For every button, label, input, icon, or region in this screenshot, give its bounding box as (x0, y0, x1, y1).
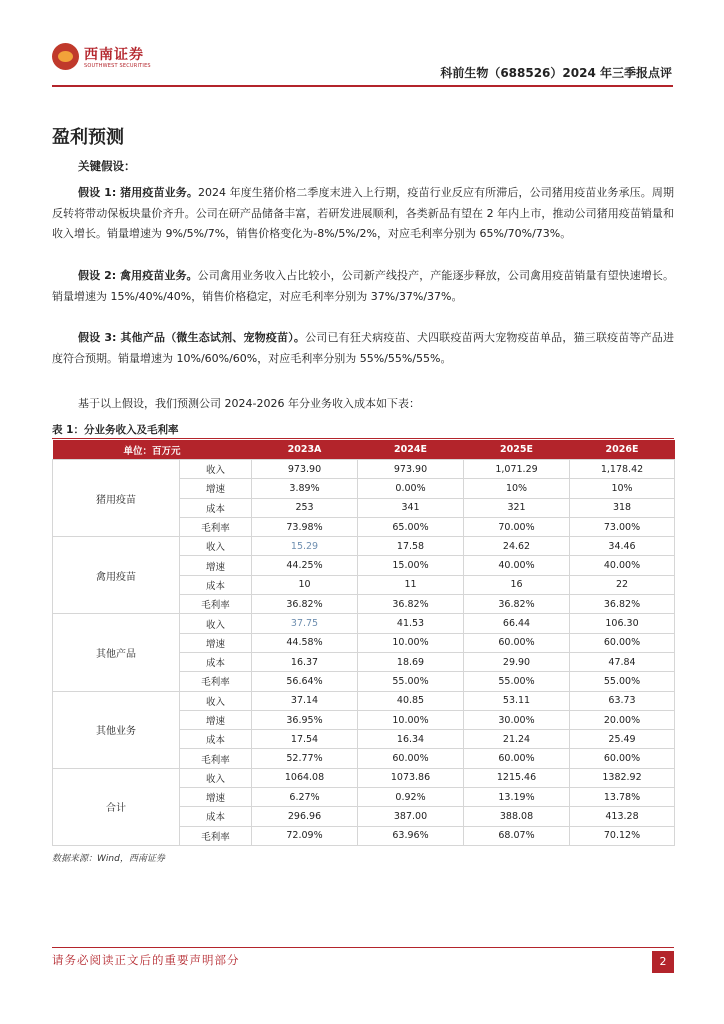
metric-cell: 收入 (180, 768, 252, 787)
value-cell: 60.00% (358, 749, 464, 768)
assumption-paragraph-1 (52, 183, 674, 245)
value-cell: 0.92% (358, 788, 464, 807)
value-cell: 44.25% (252, 556, 358, 575)
value-cell: 16.37 (252, 652, 358, 671)
value-cell: 25.49 (570, 730, 675, 749)
value-cell: 21.24 (464, 730, 570, 749)
year-header: 2025E (464, 440, 570, 460)
metric-cell: 毛利率 (180, 595, 252, 614)
value-cell: 973.90 (252, 460, 358, 479)
year-header: 2023A (252, 440, 358, 460)
unit-header: 单位：百万元 (53, 440, 252, 460)
revenue-margin-table (52, 440, 675, 846)
table-row (53, 460, 675, 479)
value-cell: 70.00% (464, 517, 570, 536)
metric-cell: 收入 (180, 460, 252, 479)
value-cell: 30.00% (464, 710, 570, 729)
company-logo (52, 41, 151, 75)
value-cell: 40.00% (464, 556, 570, 575)
value-cell: 10.00% (358, 633, 464, 652)
value-cell: 253 (252, 498, 358, 517)
value-cell: 72.09% (252, 826, 358, 845)
value-cell: 10% (570, 479, 675, 498)
assumption-paragraph-3 (52, 328, 674, 369)
metric-cell: 毛利率 (180, 517, 252, 536)
report-title: 科前生物（688526）2024 年三季报点评 (440, 66, 672, 80)
segment-name-cell: 猪用疫苗 (53, 460, 180, 537)
value-cell: 15.00% (358, 556, 464, 575)
value-cell: 22 (570, 575, 675, 594)
value-cell: 15.29 (252, 537, 358, 556)
table-row (53, 614, 675, 633)
table-body (53, 460, 675, 846)
value-cell: 10 (252, 575, 358, 594)
value-cell: 60.00% (464, 633, 570, 652)
metric-cell: 增速 (180, 788, 252, 807)
key-assumptions-heading: 关键假设： (78, 159, 136, 173)
assumption-text: 公司已有狂犬病疫苗、犬四联疫苗两大宠物疫苗单品，猫三联疫苗等产品进度符合预期。销量增速为 10%/60%/60%，对应毛利率分别为 55%/55%/55%。 (52, 331, 674, 365)
value-cell: 36.82% (358, 595, 464, 614)
metric-cell: 成本 (180, 652, 252, 671)
value-cell: 321 (464, 498, 570, 517)
metric-cell: 成本 (180, 575, 252, 594)
value-cell: 55.00% (358, 672, 464, 691)
metric-cell: 增速 (180, 633, 252, 652)
value-cell: 24.62 (464, 537, 570, 556)
value-cell: 36.95% (252, 710, 358, 729)
segment-name-cell: 禽用疫苗 (53, 537, 180, 614)
value-cell: 63.96% (358, 826, 464, 845)
caption-divider (52, 438, 674, 439)
value-cell: 20.00% (570, 710, 675, 729)
assumption-label: 假设 2: 禽用疫苗业务。 (78, 269, 198, 282)
metric-cell: 成本 (180, 730, 252, 749)
value-cell: 1064.08 (252, 768, 358, 787)
table-caption: 表 1：分业务收入及毛利率 (52, 424, 179, 436)
value-cell: 47.84 (570, 652, 675, 671)
value-cell: 1,071.29 (464, 460, 570, 479)
value-cell: 16 (464, 575, 570, 594)
value-cell: 318 (570, 498, 675, 517)
value-cell: 10% (464, 479, 570, 498)
assumption-label: 假设 3: 其他产品（微生态试剂、宠物疫苗）。 (78, 331, 306, 344)
value-cell: 37.75 (252, 614, 358, 633)
value-cell: 63.73 (570, 691, 675, 710)
metric-cell: 收入 (180, 691, 252, 710)
value-cell: 29.90 (464, 652, 570, 671)
page-number: 2 (652, 951, 674, 973)
value-cell: 10.00% (358, 710, 464, 729)
section-title: 盈利预测 (52, 127, 124, 148)
value-cell: 1215.46 (464, 768, 570, 787)
value-cell: 52.77% (252, 749, 358, 768)
segment-name-cell: 合计 (53, 768, 180, 845)
value-cell: 3.89% (252, 479, 358, 498)
assumption-text: 公司禽用业务收入占比较小，公司新产线投产，产能逐步释放，公司禽用疫苗销量有望快速增长。销量增速为 15%/40%/40%，销售价格稳定，对应毛利率分别为 37%/37%/37%。 (52, 269, 674, 303)
value-cell: 13.78% (570, 788, 675, 807)
value-cell: 44.58% (252, 633, 358, 652)
value-cell: 36.82% (570, 595, 675, 614)
value-cell: 13.19% (464, 788, 570, 807)
value-cell: 341 (358, 498, 464, 517)
value-cell: 60.00% (464, 749, 570, 768)
table-header-row (53, 440, 675, 460)
value-cell: 73.00% (570, 517, 675, 536)
metric-cell: 增速 (180, 479, 252, 498)
value-cell: 53.11 (464, 691, 570, 710)
value-cell: 34.46 (570, 537, 675, 556)
value-cell: 73.98% (252, 517, 358, 536)
value-cell: 973.90 (358, 460, 464, 479)
assumption-label: 假设 1: 猪用疫苗业务。 (78, 186, 198, 199)
value-cell: 11 (358, 575, 464, 594)
value-cell: 68.07% (464, 826, 570, 845)
value-cell: 1073.86 (358, 768, 464, 787)
value-cell: 65.00% (358, 517, 464, 536)
value-cell: 55.00% (570, 672, 675, 691)
metric-cell: 成本 (180, 498, 252, 517)
value-cell: 413.28 (570, 807, 675, 826)
metric-cell: 毛利率 (180, 672, 252, 691)
value-cell: 55.00% (464, 672, 570, 691)
value-cell: 40.85 (358, 691, 464, 710)
value-cell: 18.69 (358, 652, 464, 671)
value-cell: 60.00% (570, 749, 675, 768)
metric-cell: 收入 (180, 614, 252, 633)
value-cell: 36.82% (464, 595, 570, 614)
segment-name-cell: 其他业务 (53, 691, 180, 768)
value-cell: 37.14 (252, 691, 358, 710)
assumption-paragraph-2 (52, 266, 674, 307)
metric-cell: 增速 (180, 556, 252, 575)
year-header: 2024E (358, 440, 464, 460)
metric-cell: 成本 (180, 807, 252, 826)
value-cell: 16.34 (358, 730, 464, 749)
value-cell: 17.58 (358, 537, 464, 556)
table-row (53, 691, 675, 710)
logo-chinese-name: 西南证券 (84, 47, 144, 63)
value-cell: 56.64% (252, 672, 358, 691)
footer-disclaimer: 请务必阅读正文后的重要声明部分 (52, 953, 240, 967)
year-header: 2026E (570, 440, 675, 460)
logo-english-name: SOUTHWEST SECURITIES (84, 63, 151, 69)
value-cell: 40.00% (570, 556, 675, 575)
metric-cell: 收入 (180, 537, 252, 556)
header-divider (52, 85, 673, 87)
value-cell: 1,178.42 (570, 460, 675, 479)
value-cell: 60.00% (570, 633, 675, 652)
table-row (53, 537, 675, 556)
value-cell: 66.44 (464, 614, 570, 633)
value-cell: 388.08 (464, 807, 570, 826)
value-cell: 296.96 (252, 807, 358, 826)
value-cell: 6.27% (252, 788, 358, 807)
metric-cell: 毛利率 (180, 826, 252, 845)
table-row (53, 768, 675, 787)
segment-name-cell: 其他产品 (53, 614, 180, 691)
value-cell: 0.00% (358, 479, 464, 498)
data-source: 数据来源：Wind，西南证券 (52, 854, 165, 864)
logo-mark-icon (52, 43, 79, 70)
assumption-text: 2024 年度生猪价格二季度末进入上行期，疫苗行业反应有所滞后，公司猪用疫苗业务承压。周期反转将带动保板块量价齐升。公司在研产品储备丰富，若研发进展顺利，各类新品有望在 2 年内上市，推动公司猪用疫苗销量和收入增长。销量增速为 9%/5%/7%，销售价格变化为-8%/5%/2%，对应毛利率分别为 65%/70%/73%。 (52, 186, 674, 240)
page-header (0, 0, 724, 92)
metric-cell: 增速 (180, 710, 252, 729)
value-cell: 1382.92 (570, 768, 675, 787)
footer-divider (52, 947, 674, 948)
metric-cell: 毛利率 (180, 749, 252, 768)
value-cell: 106.30 (570, 614, 675, 633)
value-cell: 36.82% (252, 595, 358, 614)
table-intro-paragraph: 基于以上假设，我们预测公司 2024-2026 年分业务收入成本如下表： (78, 397, 420, 410)
value-cell: 17.54 (252, 730, 358, 749)
value-cell: 387.00 (358, 807, 464, 826)
value-cell: 41.53 (358, 614, 464, 633)
value-cell: 70.12% (570, 826, 675, 845)
